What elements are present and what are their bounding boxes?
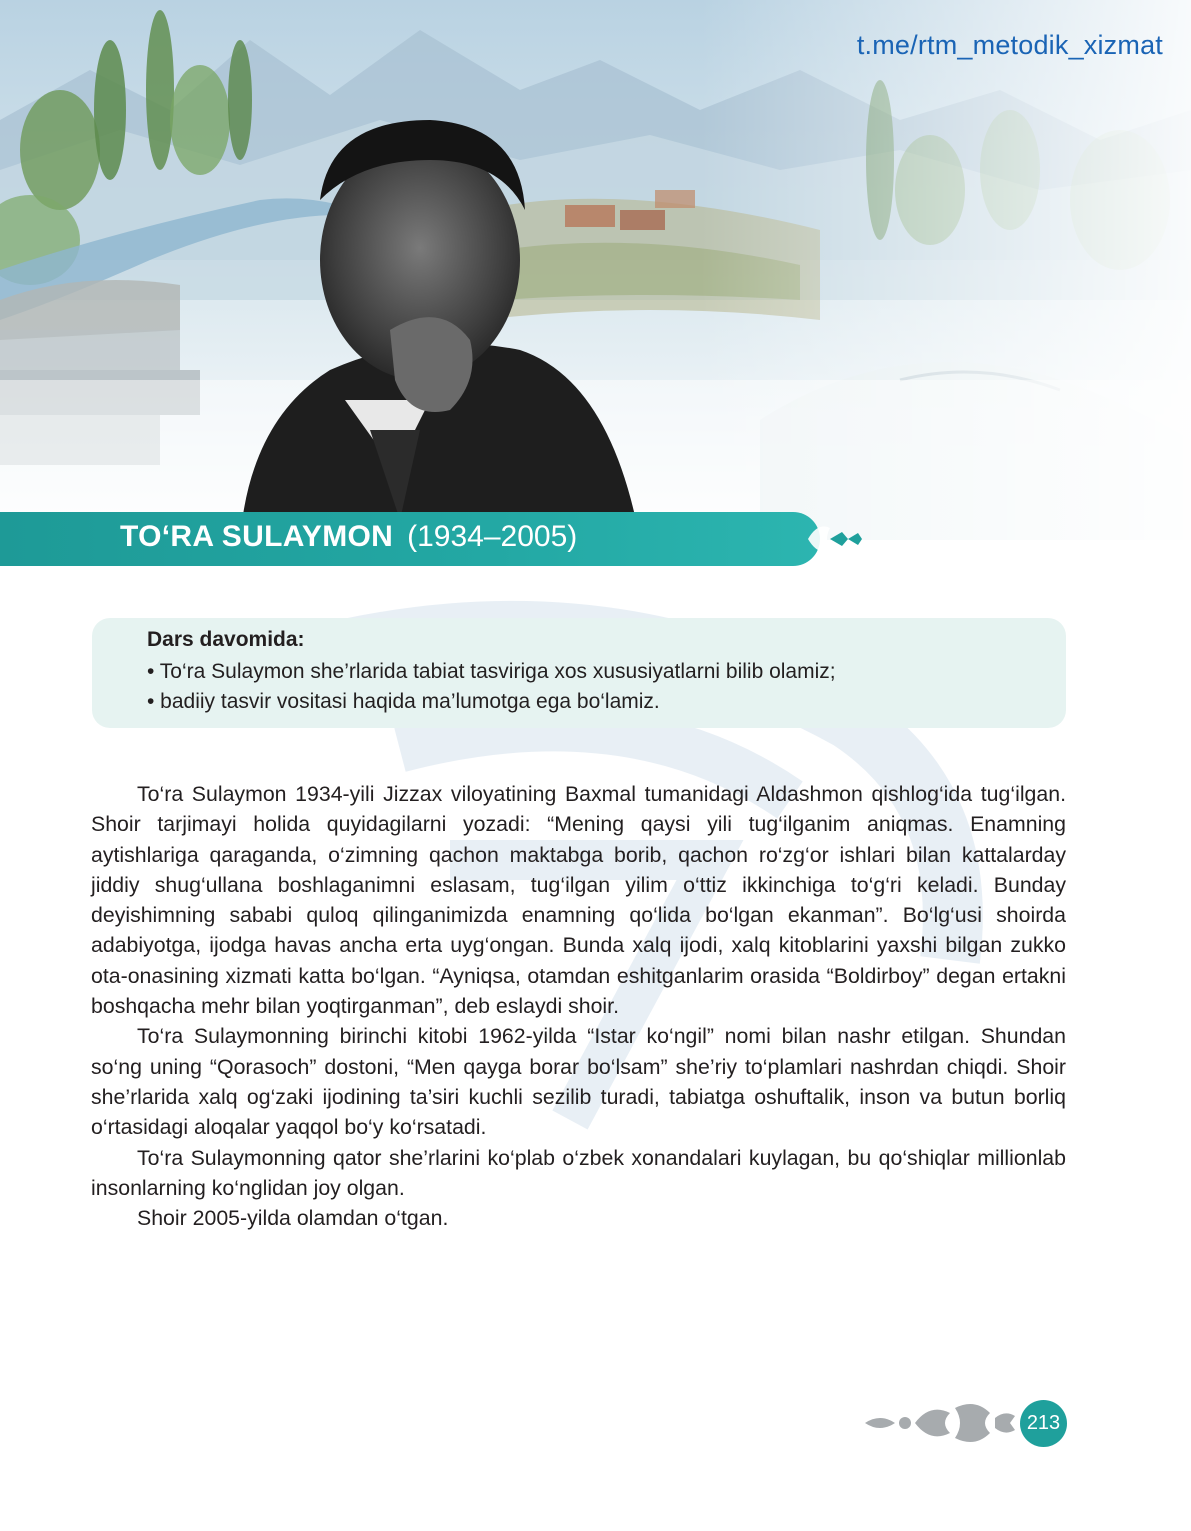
band-ornament-icon bbox=[808, 514, 864, 564]
footer-ornament-icon bbox=[860, 1388, 1020, 1458]
biography-text bbox=[91, 779, 1066, 1233]
page-number-badge: 213 bbox=[1020, 1400, 1067, 1447]
goals-heading: Dars davomida: bbox=[147, 628, 305, 651]
goal-item: • To‘ra Sulaymon she’rlarida tabiat tasviriga xos xususiyatlarni bilib olamiz; bbox=[147, 660, 836, 683]
landscape-portrait-art bbox=[0, 0, 1191, 540]
paragraph: Shoir 2005-yilda olamdan o‘tgan. bbox=[137, 1206, 449, 1231]
paragraph: To‘ra Sulaymonning qator she’rlarini ko‘plab o‘zbek xonandalari kuylagan, bu qo‘shiqlar millionlab insonlarning ko‘nglidan joy olgan. bbox=[91, 1145, 1066, 1200]
lesson-title bbox=[120, 520, 577, 554]
poet-name: TO‘RA SULAYMON bbox=[120, 520, 394, 553]
paragraph: To‘ra Sulaymonning birinchi kitobi 1962-yilda “Istar ko‘ngil” nomi bilan nashr etilgan. Shundan so‘ng uning “Qorasoch” dostoni, “Men qayga borar bo‘lsam” she’riy to‘plamlari nashrdan chiqdi. Shoir she’rlarida xalq og‘zaki ijodining ta’siri kuchli sezilib turadi, tabiatga oshuftalik, inson va butun borliq o‘rtasidagi aloqalar yaqqol bo‘y ko‘rsatadi. bbox=[91, 1024, 1066, 1140]
channel-url[interactable]: t.me/rtm_metodik_xizmat bbox=[856, 30, 1163, 60]
goal-item: • badiiy tasvir vositasi haqida ma’lumotga ega bo‘lamiz. bbox=[147, 690, 660, 713]
hero-illustration bbox=[0, 0, 1191, 540]
paragraph: To‘ra Sulaymon 1934-yili Jizzax viloyatining Baxmal tumanidagi Aldashmon qishlog‘ida tug‘ilgan. Shoir tarjimayi holida quyidagilarni yozadi: “Mening qaysi yili tug‘ilganim aniqmas. Enamning aytishlariga qaraganda, o‘zimning qachon maktabga borib, qachon ro‘zg‘or ishlari bilan kattalarday jiddiy shug‘ullana boshlaganimni eslasam, tug‘ilgan yilim o‘ttiz ikkinchiga to‘g‘ri keladi. Bunday deyishimning sababi quloq qilinganimizda enamning qo‘lida bo‘lgan ekanman”. Bo‘lg‘usi shoirda adabiyotga, ijodga havas ancha erta uyg‘ongan. Bunda xalq ijodi, xalq kitoblarini yaxshi bilgan zukko ota-onasining xizmati katta bo‘lgan. “Ayniqsa, otamdan eshitganlarim orasida “Boldirboy” degan ertakni boshqacha mehr bilan yoqtirganman”, deb eslaydi shoir. bbox=[91, 782, 1066, 1019]
poet-years: (1934–2005) bbox=[407, 520, 578, 553]
